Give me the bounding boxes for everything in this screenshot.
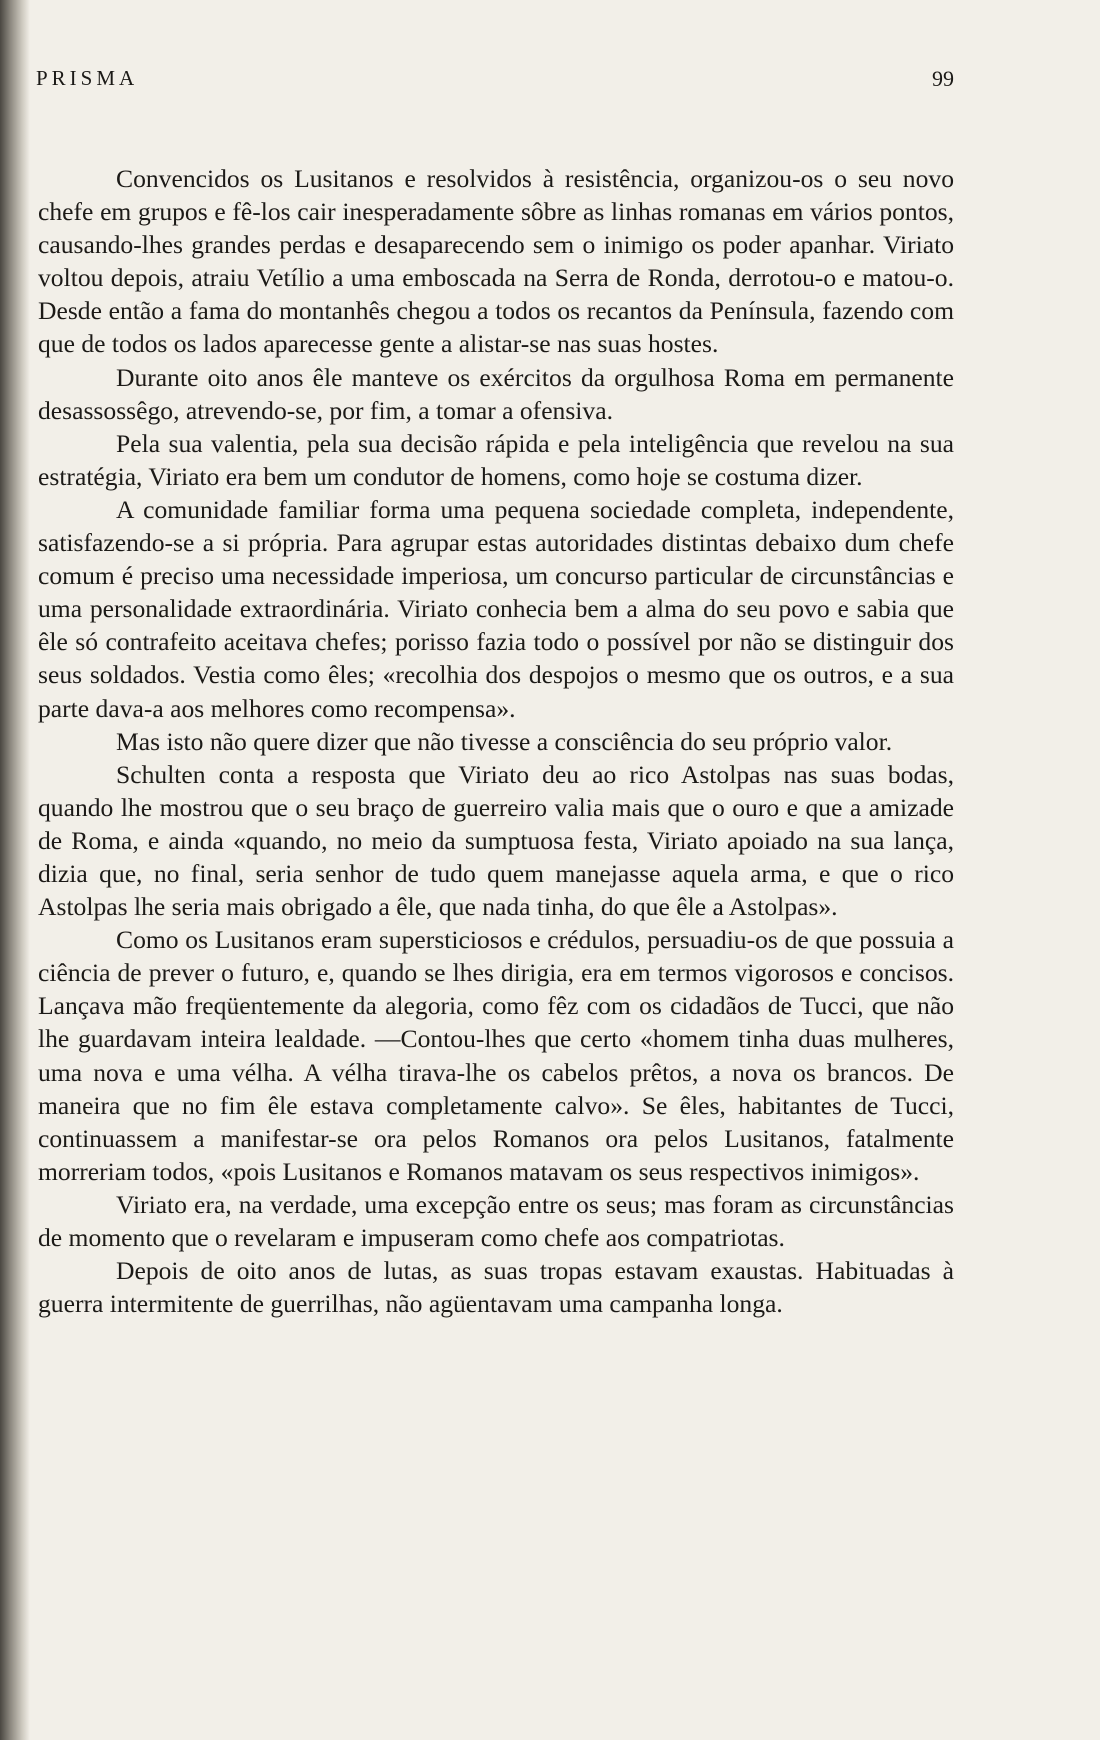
paragraph: Pela sua valentia, pela sua decisão rápida e pela inteligência que revelou na sua estratégia, Viriato era bem um condutor de homens, como hoje se costuma dizer. [38, 428, 954, 491]
paragraph: Mas isto não quere dizer que não tivesse a consciência do seu próprio valor. [116, 726, 893, 756]
paragraph: A comunidade familiar forma uma pequena sociedade completa, independente, satisfazendo-se a si própria. Para agrupar estas autoridades distintas debaixo dum chefe comum é preciso uma necessidade imperiosa, um concurso particular de circunstâncias e uma personalidade extraordinária. Viriato conhecia bem a alma do seu povo e sabia que êle só contrafeito aceitava chefes; porisso fazia todo o possível por não se distinguir dos seus soldados. Vestia como êles; «recolhia dos despojos o mesmo que os outros, e a sua parte dava-a aos melhores como recompensa». [38, 494, 954, 723]
paragraph: Schulten conta a resposta que Viriato deu ao rico Astolpas nas suas bodas, quando lhe mostrou que o seu braço de guerreiro valia mais que o ouro e que a amizade de Roma, e ainda «quando, no meio da sumptuosa festa, Viriato apoiado na sua lança, dizia que, no final, seria senhor de tudo quem manejasse aquela arma, e que o rico Astolpas lhe seria mais obrigado a êle, que nada tinha, do que êle a Astolpas». [38, 759, 954, 922]
body-text [38, 162, 954, 1320]
paragraph: Convencidos os Lusitanos e resolvidos à resistência, organizou-os o seu novo chefe em grupos e fê-los cair inesperadamente sôbre as linhas romanas em vários pontos, causando-lhes grandes perdas e desaparecendo sem o inimigo os poder apanhar. Viriato voltou depois, atraiu Vetílio a uma emboscada na Serra de Ronda, derrotou-o e matou-o. Desde então a fama do montanhês chegou a todos os recantos da Península, fazendo com que de todos os lados aparecesse gente a alistar-se nas suas hostes. [38, 164, 954, 359]
journal-title: PRISMA [36, 66, 139, 90]
paragraph: Como os Lusitanos eram supersticiosos e crédulos, persuadiu-os de que possuia a ciência de prever o futuro, e, quando se lhes dirigia, era em termos vigorosos e concisos. Lançava mão freqüentemente da alegoria, como fêz com os cidadãos de Tucci, que não lhe guardavam inteira lealdade. —Contou-lhes que certo «homem tinha duas mulheres, uma nova e uma vélha. A vélha tirava-lhe os cabelos prêtos, a nova os brancos. De maneira que no fim êle estava completamente calvo». Se êles, habitantes de Tucci, continuassem a manifestar-se ora pelos Romanos ora pelos Lusitanos, fatalmente morreriam todos, «pois Lusitanos e Romanos matavam os seus respectivos inimigos». [38, 925, 954, 1186]
paragraph: Durante oito anos êle manteve os exércitos da orgulhosa Roma em permanente desassossêgo, atrevendo-se, por fim, a tomar a ofensiva. [38, 362, 954, 425]
running-head [36, 66, 954, 106]
page-number: 99 [932, 66, 954, 91]
binding-shadow [0, 0, 30, 1740]
paragraph: Viriato era, na verdade, uma excepção entre os seus; mas foram as circunstâncias de momento que o revelaram e impuseram como chefe aos compatriotas. [38, 1189, 954, 1252]
paragraph: Depois de oito anos de lutas, as suas tropas estavam exaustas. Habituadas à guerra intermitente de guerrilhas, não agüentavam uma campanha longa. [38, 1256, 954, 1319]
